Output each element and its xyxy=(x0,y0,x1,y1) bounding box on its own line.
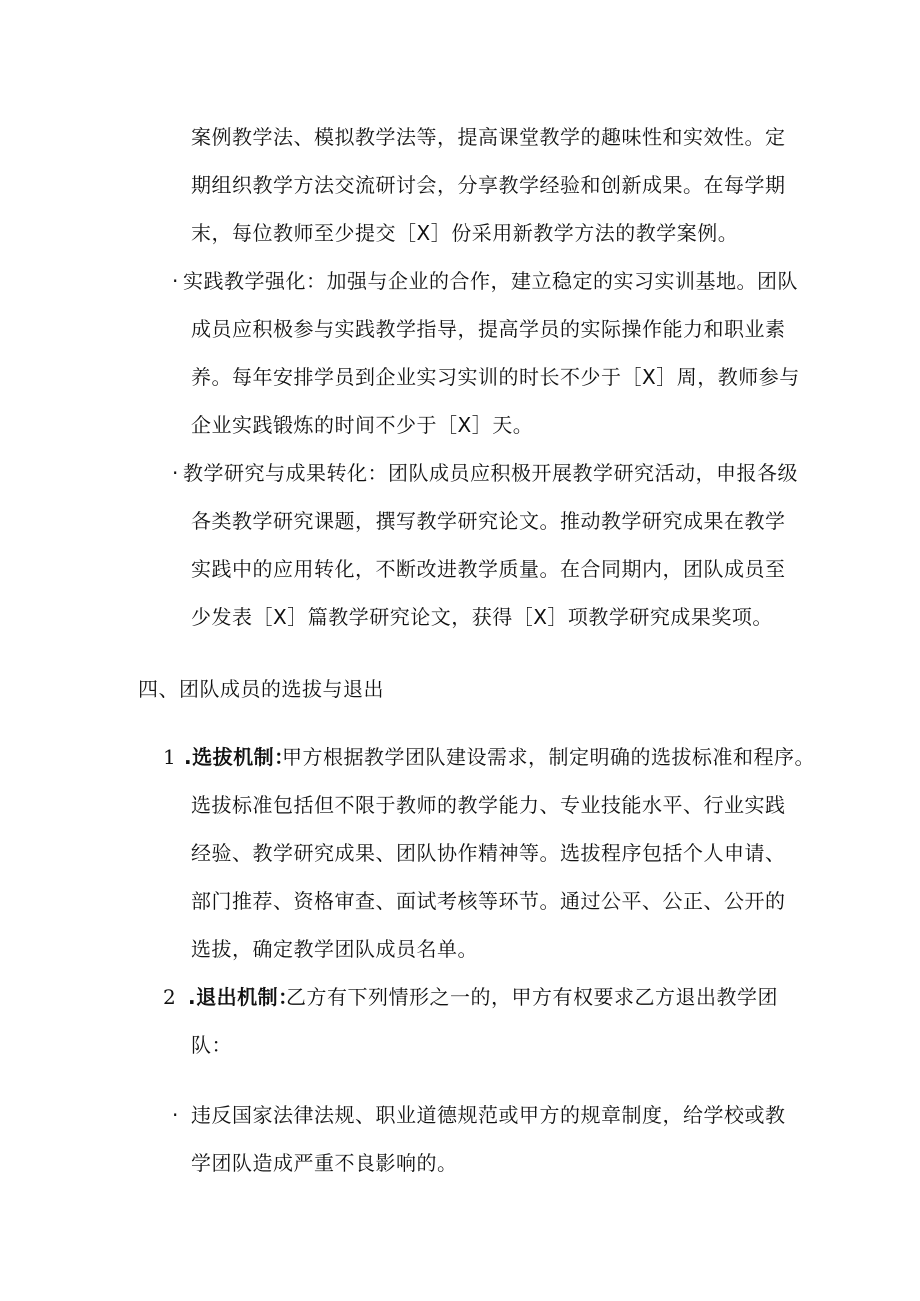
item-1-first-line: 甲方根据教学团队建设需求，制定明确的选拔标准和程序。 xyxy=(282,745,815,769)
bullet-marker-2: · xyxy=(172,461,179,485)
bullet-marker-1: · xyxy=(172,269,179,293)
bullet-1-line-2: 成员应积极参与实践教学指导，提高学员的实际操作能力和职业素 xyxy=(191,317,786,341)
item-1-line-5: 选拔，确定教学团队成员名单。 xyxy=(191,937,478,961)
intro-line-2: 期组织教学方法交流研讨会，分享教学经验和创新成果。在每学期 xyxy=(191,173,786,197)
item-2-title: .退出机制： xyxy=(188,985,299,1009)
item-1-line-2: 选拔标准包括但不限于教师的教学能力、专业技能水平、行业实践 xyxy=(191,793,786,817)
item-1-number: 1 xyxy=(163,745,176,769)
section-heading: 四、团队成员的选拔与退出 xyxy=(138,677,384,701)
final-bullet-line-1: 违反国家法律法规、职业道德规范或甲方的规章制度，给学校或教 xyxy=(191,1103,786,1127)
item-2-first-line: 乙方有下列情形之一的，甲方有权要求乙方退出教学团 xyxy=(286,985,778,1009)
bullet-marker-3: · xyxy=(172,1103,179,1127)
bullet-1-line-3: 养。每年安排学员到企业实习实训的时长不少于［X］周，教师参与 xyxy=(191,365,800,389)
intro-line-1: 案例教学法、模拟教学法等，提高课堂教学的趣味性和实效性。定 xyxy=(191,125,786,149)
final-bullet-line-2: 学团队造成严重不良影响的。 xyxy=(191,1151,458,1175)
item-2-number: 2 xyxy=(163,985,176,1009)
intro-line-3: 末，每位教师至少提交［X］份采用新教学方法的教学案例。 xyxy=(191,221,739,245)
bullet-2-line-1: 教学研究与成果转化：团队成员应积极开展教学研究活动，申报各级 xyxy=(183,461,798,485)
item-1-line-3: 经验、教学研究成果、团队协作精神等。选拔程序包括个人申请、 xyxy=(191,841,786,865)
item-1-title: .选拔机制： xyxy=(184,745,295,769)
bullet-2-line-4: 少发表［X］篇教学研究论文，获得［X］项教学研究成果奖项。 xyxy=(191,605,773,629)
bullet-2-line-3: 实践中的应用转化，不断改进教学质量。在合同期内，团队成员至 xyxy=(191,557,786,581)
bullet-1-line-4: 企业实践锻炼的时间不少于［X］天。 xyxy=(191,413,534,437)
bullet-1-line-1: 实践教学强化：加强与企业的合作，建立稳定的实习实训基地。团队 xyxy=(183,269,798,293)
bullet-2-line-2: 各类教学研究课题，撰写教学研究论文。推动教学研究成果在教学 xyxy=(191,509,786,533)
item-2-line-2: 队： xyxy=(191,1033,232,1057)
item-1-line-4: 部门推荐、资格审查、面试考核等环节。通过公平、公正、公开的 xyxy=(191,889,786,913)
